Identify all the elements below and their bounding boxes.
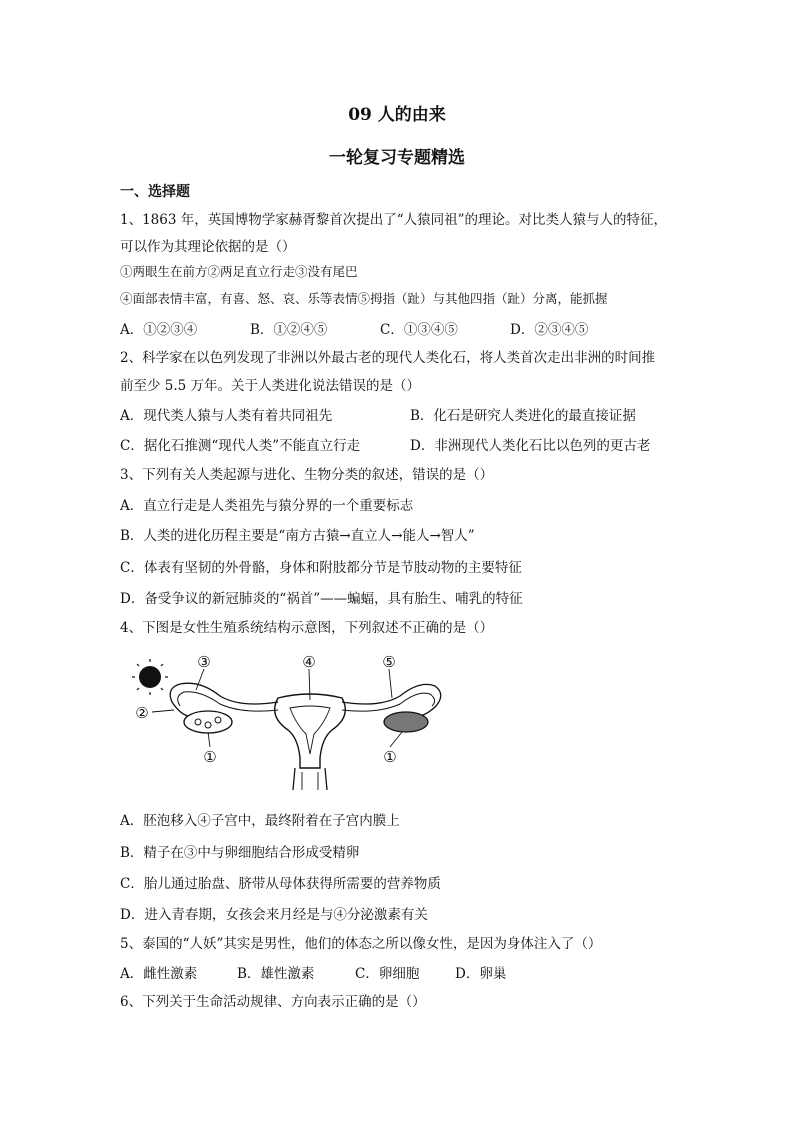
q5-option-b[interactable]: B．雄性激素	[237, 966, 315, 982]
q3-option-b[interactable]: B．人类的进化历程主要是“南方古猿→直立人→能人→智人”	[120, 528, 475, 544]
q1-option-d[interactable]: D．②③④⑤	[510, 322, 589, 338]
q2-option-a[interactable]: A．现代类人猿与人类有着共同祖先	[120, 408, 333, 424]
q5-option-c[interactable]: C．卵细胞	[355, 966, 420, 982]
label-oviduct: ③	[197, 653, 211, 671]
q4-stem: 4、下图是女性生殖系统结构示意图，下列叙述不正确的是（）	[120, 620, 494, 636]
label-ovum: ②	[135, 704, 149, 722]
q4-option-c[interactable]: C．胎儿通过胎盘、脐带从母体获得所需要的营养物质	[120, 876, 441, 892]
q1-option-b[interactable]: B．①②④⑤	[250, 322, 328, 338]
q1-statement2: ④面部表情丰富，有喜、怒、哀、乐等表情⑤拇指（趾）与其他四指（趾）分离，能抓握	[120, 291, 608, 306]
q5-stem: 5、泰国的“人妖”其实是男性，他们的体态之所以像女性，是因为身体注入了（）	[120, 936, 602, 952]
q5-option-a[interactable]: A．雌性激素	[120, 966, 198, 982]
q4-option-b[interactable]: B．精子在③中与卵细胞结合形成受精卵	[120, 845, 360, 861]
q4-option-d[interactable]: D．进入青春期，女孩会来月经是与④分泌激素有关	[120, 907, 428, 923]
q3-option-a[interactable]: A．直立行走是人类祖先与猿分界的一个重要标志	[120, 498, 414, 514]
q2-option-d[interactable]: D．非洲现代人类化石比以色列的更古老	[410, 438, 651, 454]
q2-option-c[interactable]: C．据化石推测“现代人类”不能直立行走	[120, 438, 361, 454]
q4-option-a[interactable]: A．胚泡移入④子宫中，最终附着在子宫内膜上	[120, 813, 400, 829]
q2-stem-line2: 前至少 5.5 万年。关于人类进化说法错误的是（）	[120, 378, 421, 394]
section-heading: 一、选择题	[120, 184, 190, 200]
q3-option-d[interactable]: D．备受争议的新冠肺炎的“祸首”——蝙蝠，具有胎生、哺乳的特征	[120, 591, 523, 607]
q2-stem-line1: 2、科学家在以色列发现了非洲以外最古老的现代人类化石，将人类首次走出非洲的时间推	[120, 350, 656, 366]
q1-option-c[interactable]: C．①③④⑤	[380, 322, 458, 338]
female-reproductive-system-diagram	[130, 650, 450, 792]
q1-stem-line1: 1、1863 年，英国博物学家赫胥黎首次提出了“人猿同祖”的理论。对比类人猿与人的特征，	[120, 212, 668, 228]
q1-statement1: ①两眼生在前方②两足直立行走③没有尾巴	[120, 264, 358, 279]
q6-stem: 6、下列关于生命活动规律、方向表示正确的是（）	[120, 994, 426, 1010]
q1-option-a[interactable]: A．①②③④	[120, 322, 198, 338]
page-title: 09 人的由来	[348, 105, 446, 125]
q5-option-d[interactable]: D．卵巢	[455, 966, 507, 982]
q3-option-c[interactable]: C．体表有坚韧的外骨骼，身体和附肢都分节是节肢动物的主要特征	[120, 560, 522, 576]
label-ovary-left: ①	[203, 748, 217, 766]
sun-icon	[132, 659, 168, 695]
page-subtitle: 一轮复习专题精选	[329, 148, 465, 168]
q2-option-b[interactable]: B．化石是研究人类进化的最直接证据	[410, 408, 636, 424]
label-ovary-right: ①	[383, 748, 397, 766]
q1-stem-line2: 可以作为其理论依据的是（）	[120, 239, 296, 255]
label-uterus: ④	[302, 653, 316, 671]
label-tube-right: ⑤	[382, 653, 396, 671]
q3-stem: 3、下列有关人类起源与进化、生物分类的叙述，错误的是（）	[120, 467, 494, 483]
